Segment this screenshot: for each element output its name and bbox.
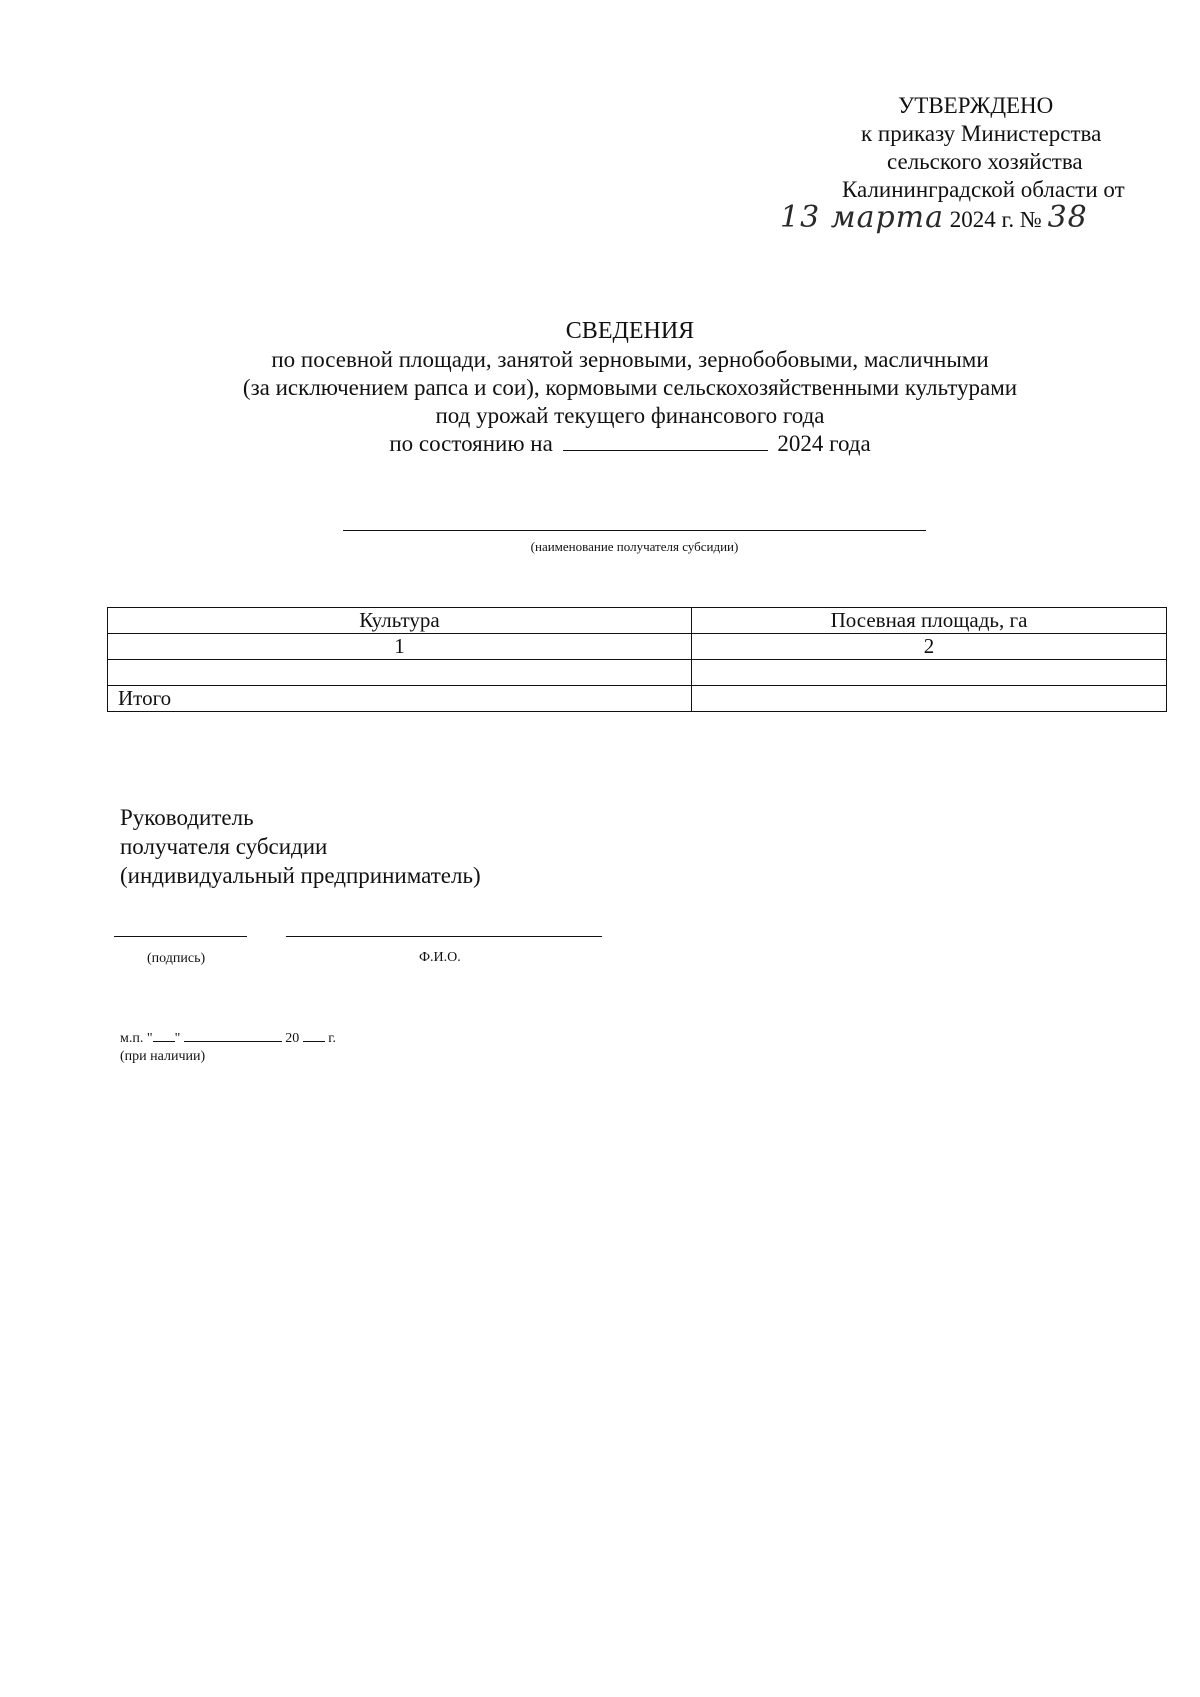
stamp-year-suffix: г. <box>328 1031 336 1046</box>
stamp-quote: " <box>174 1031 181 1046</box>
document-title: СВЕДЕНИЯ <box>565 318 695 344</box>
date-suffix: 2024 года <box>777 431 871 456</box>
full-name-field[interactable] <box>286 936 602 937</box>
signature-caption: (подпись) <box>147 951 206 966</box>
approval-title: УТВЕРЖДЕНО <box>898 93 1054 118</box>
table-row <box>108 660 1167 686</box>
recipient-name-field[interactable] <box>343 530 926 531</box>
approval-year-text: 2024 г. № <box>949 207 1042 232</box>
signatory-role-line-1: Руководитель <box>120 805 254 830</box>
column-number-2: 2 <box>692 634 1167 660</box>
signatory-role-line-3: (индивидуальный предприниматель) <box>120 863 481 888</box>
approval-date-line <box>780 200 1088 235</box>
recipient-caption: (наименование получателя субсидии) <box>530 539 739 554</box>
date-prefix: по состоянию на <box>389 431 553 456</box>
approval-line-2: сельского хозяйства <box>887 149 1083 174</box>
document-title-block <box>200 317 1060 458</box>
table-column-number-row <box>108 634 1167 660</box>
approval-line-3: Калининградской области от <box>842 177 1125 202</box>
total-value[interactable] <box>692 686 1167 712</box>
crop-area-table <box>107 607 1167 712</box>
signatory-role <box>120 803 481 890</box>
header-area: Посевная площадь, га <box>692 608 1167 634</box>
document-subtitle-line-3: под урожай текущего финансового года <box>435 403 825 428</box>
date-blank-field[interactable] <box>563 432 768 451</box>
signature-field[interactable] <box>114 936 247 937</box>
header-crop: Культура <box>108 608 692 634</box>
stamp-date-line <box>120 1029 336 1047</box>
stamp-note: (при наличии) <box>120 1049 206 1064</box>
signatory-role-line-2: получателя субсидии <box>120 834 328 859</box>
handwritten-date: 13 марта <box>780 200 945 235</box>
day-blank-field[interactable] <box>153 1029 175 1042</box>
year-blank-field[interactable] <box>303 1029 325 1042</box>
document-subtitle-line-1: по посевной площади, занятой зерновыми, зернобобовыми, масличными <box>271 347 989 372</box>
month-blank-field[interactable] <box>184 1029 282 1042</box>
table-cell-area[interactable] <box>692 660 1167 686</box>
document-subtitle-line-2: (за исключением рапса и сои), кормовыми сельскохозяйственными культурами <box>242 375 1018 400</box>
column-number-1: 1 <box>108 634 692 660</box>
document-date-line <box>200 430 1060 458</box>
table-total-row <box>108 686 1167 712</box>
table-cell-crop[interactable] <box>108 660 692 686</box>
stamp-prefix: м.п. " <box>120 1031 153 1046</box>
total-label: Итого <box>108 686 692 712</box>
table-header-row <box>108 608 1167 634</box>
handwritten-number: 38 <box>1047 200 1088 235</box>
approval-line-1: к приказу Министерства <box>861 121 1102 146</box>
full-name-caption: Ф.И.О. <box>419 950 461 965</box>
stamp-year-prefix: 20 <box>285 1031 300 1046</box>
